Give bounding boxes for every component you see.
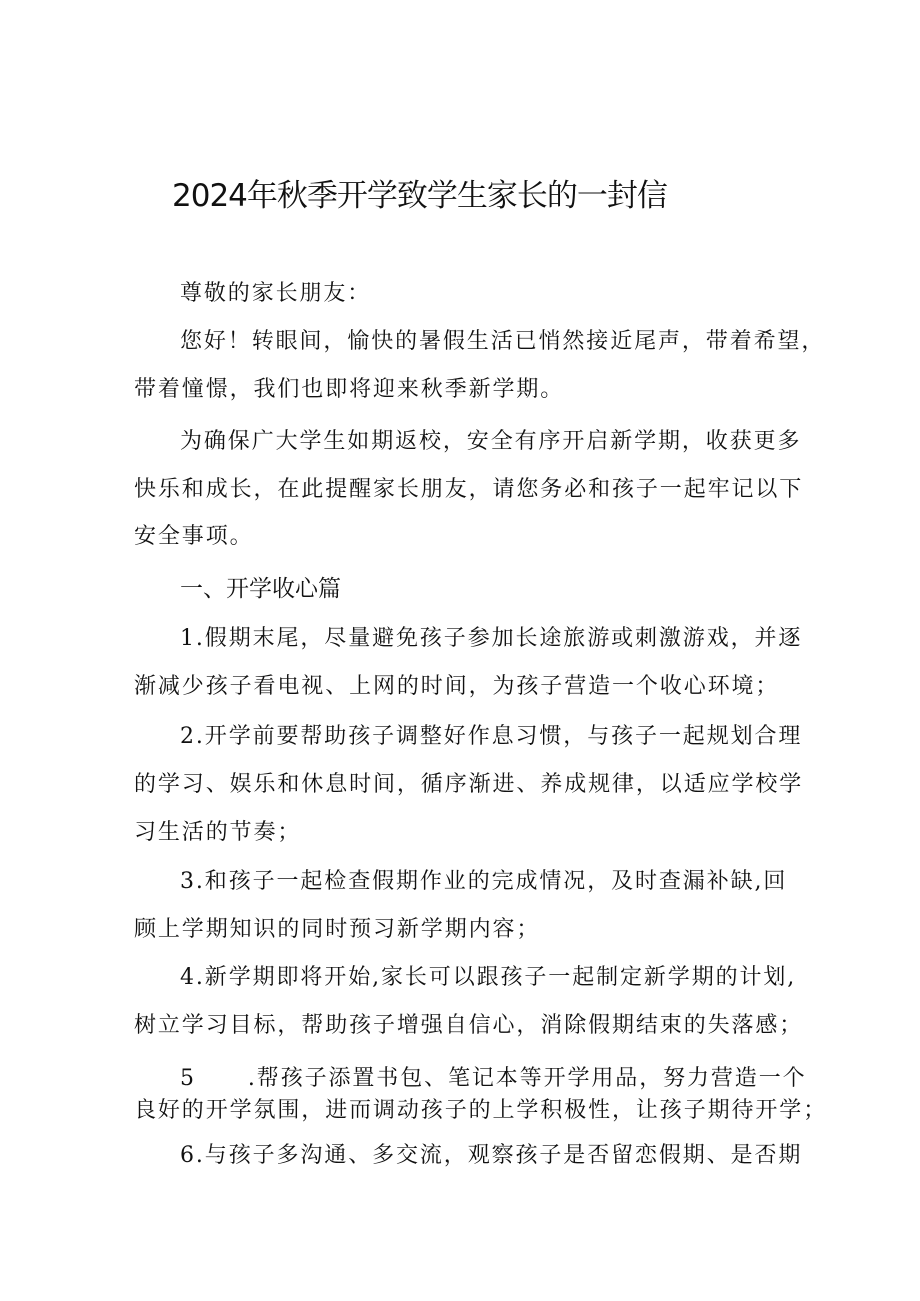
- paragraph-line: 带着憧憬，我们也即将迎来秋季新学期。: [134, 377, 565, 402]
- list-item-line: 树立学习目标，帮助孩子增强自信心，消除假期结束的失落感；: [134, 1013, 804, 1038]
- paragraph-line: 安全事项。: [134, 524, 254, 549]
- item-text: .帮孩子添置书包、笔记本等开学用品，努力营造一个: [247, 1066, 807, 1091]
- item-text: .开学前要帮助孩子调整好作息习惯，与孩子一起规划合理: [195, 724, 803, 749]
- list-item-line: 渐减少孩子看电视、上网的时间，为孩子营造一个收心环境；: [134, 674, 780, 699]
- item-text: .与孩子多沟通、多交流，观察孩子是否留恋假期、是否期: [195, 1143, 803, 1168]
- paragraph-line: 您好！转眼间，愉快的暑假生活已悄然接近尾声，带着希望，: [180, 329, 826, 354]
- item-number: 4: [180, 965, 196, 990]
- list-item-line: [180, 1138, 802, 1169]
- section-heading: 一、开学收心篇: [180, 576, 341, 602]
- item-number: 6: [180, 1143, 196, 1168]
- list-item-line: 良好的开学氛围，进而调动孩子的上学积极性，让孩子期待开学；: [134, 1098, 828, 1123]
- list-item-line: 习生活的节奏；: [134, 820, 302, 845]
- document-title: 2024年秋季开学致学生家长的一封信: [172, 178, 667, 214]
- item-number: 1: [180, 626, 196, 651]
- list-item-line: [180, 1061, 807, 1092]
- list-item-line: [180, 621, 802, 652]
- list-item-line: 的学习、娱乐和休息时间，循序渐进、养成规律，以适应学校学: [134, 772, 804, 797]
- list-item-line: [180, 864, 787, 895]
- item-number: 3: [180, 869, 196, 894]
- salutation: 尊敬的家长朋友：: [180, 281, 372, 306]
- paragraph-line: 快乐和成长，在此提醒家长朋友，请您务必和孩子一起牢记以下: [134, 477, 804, 502]
- list-item-line: 顾上学期知识的同时预习新学期内容；: [134, 917, 541, 942]
- item-text: .新学期即将开始,家长可以跟孩子一起制定新学期的计划,: [195, 965, 797, 990]
- item-text: .和孩子一起检查假期作业的完成情况，及时查漏补缺,回: [195, 869, 788, 894]
- item-number: 2: [180, 724, 196, 749]
- paragraph-line: 为确保广大学生如期返校，安全有序开启新学期，收获更多: [180, 429, 802, 454]
- list-item-line: [180, 960, 796, 991]
- item-number: 5: [180, 1066, 196, 1091]
- item-text: .假期末尾，尽量避免孩子参加长途旅游或刺激游戏，并逐: [195, 626, 803, 651]
- list-item-line: [180, 719, 802, 750]
